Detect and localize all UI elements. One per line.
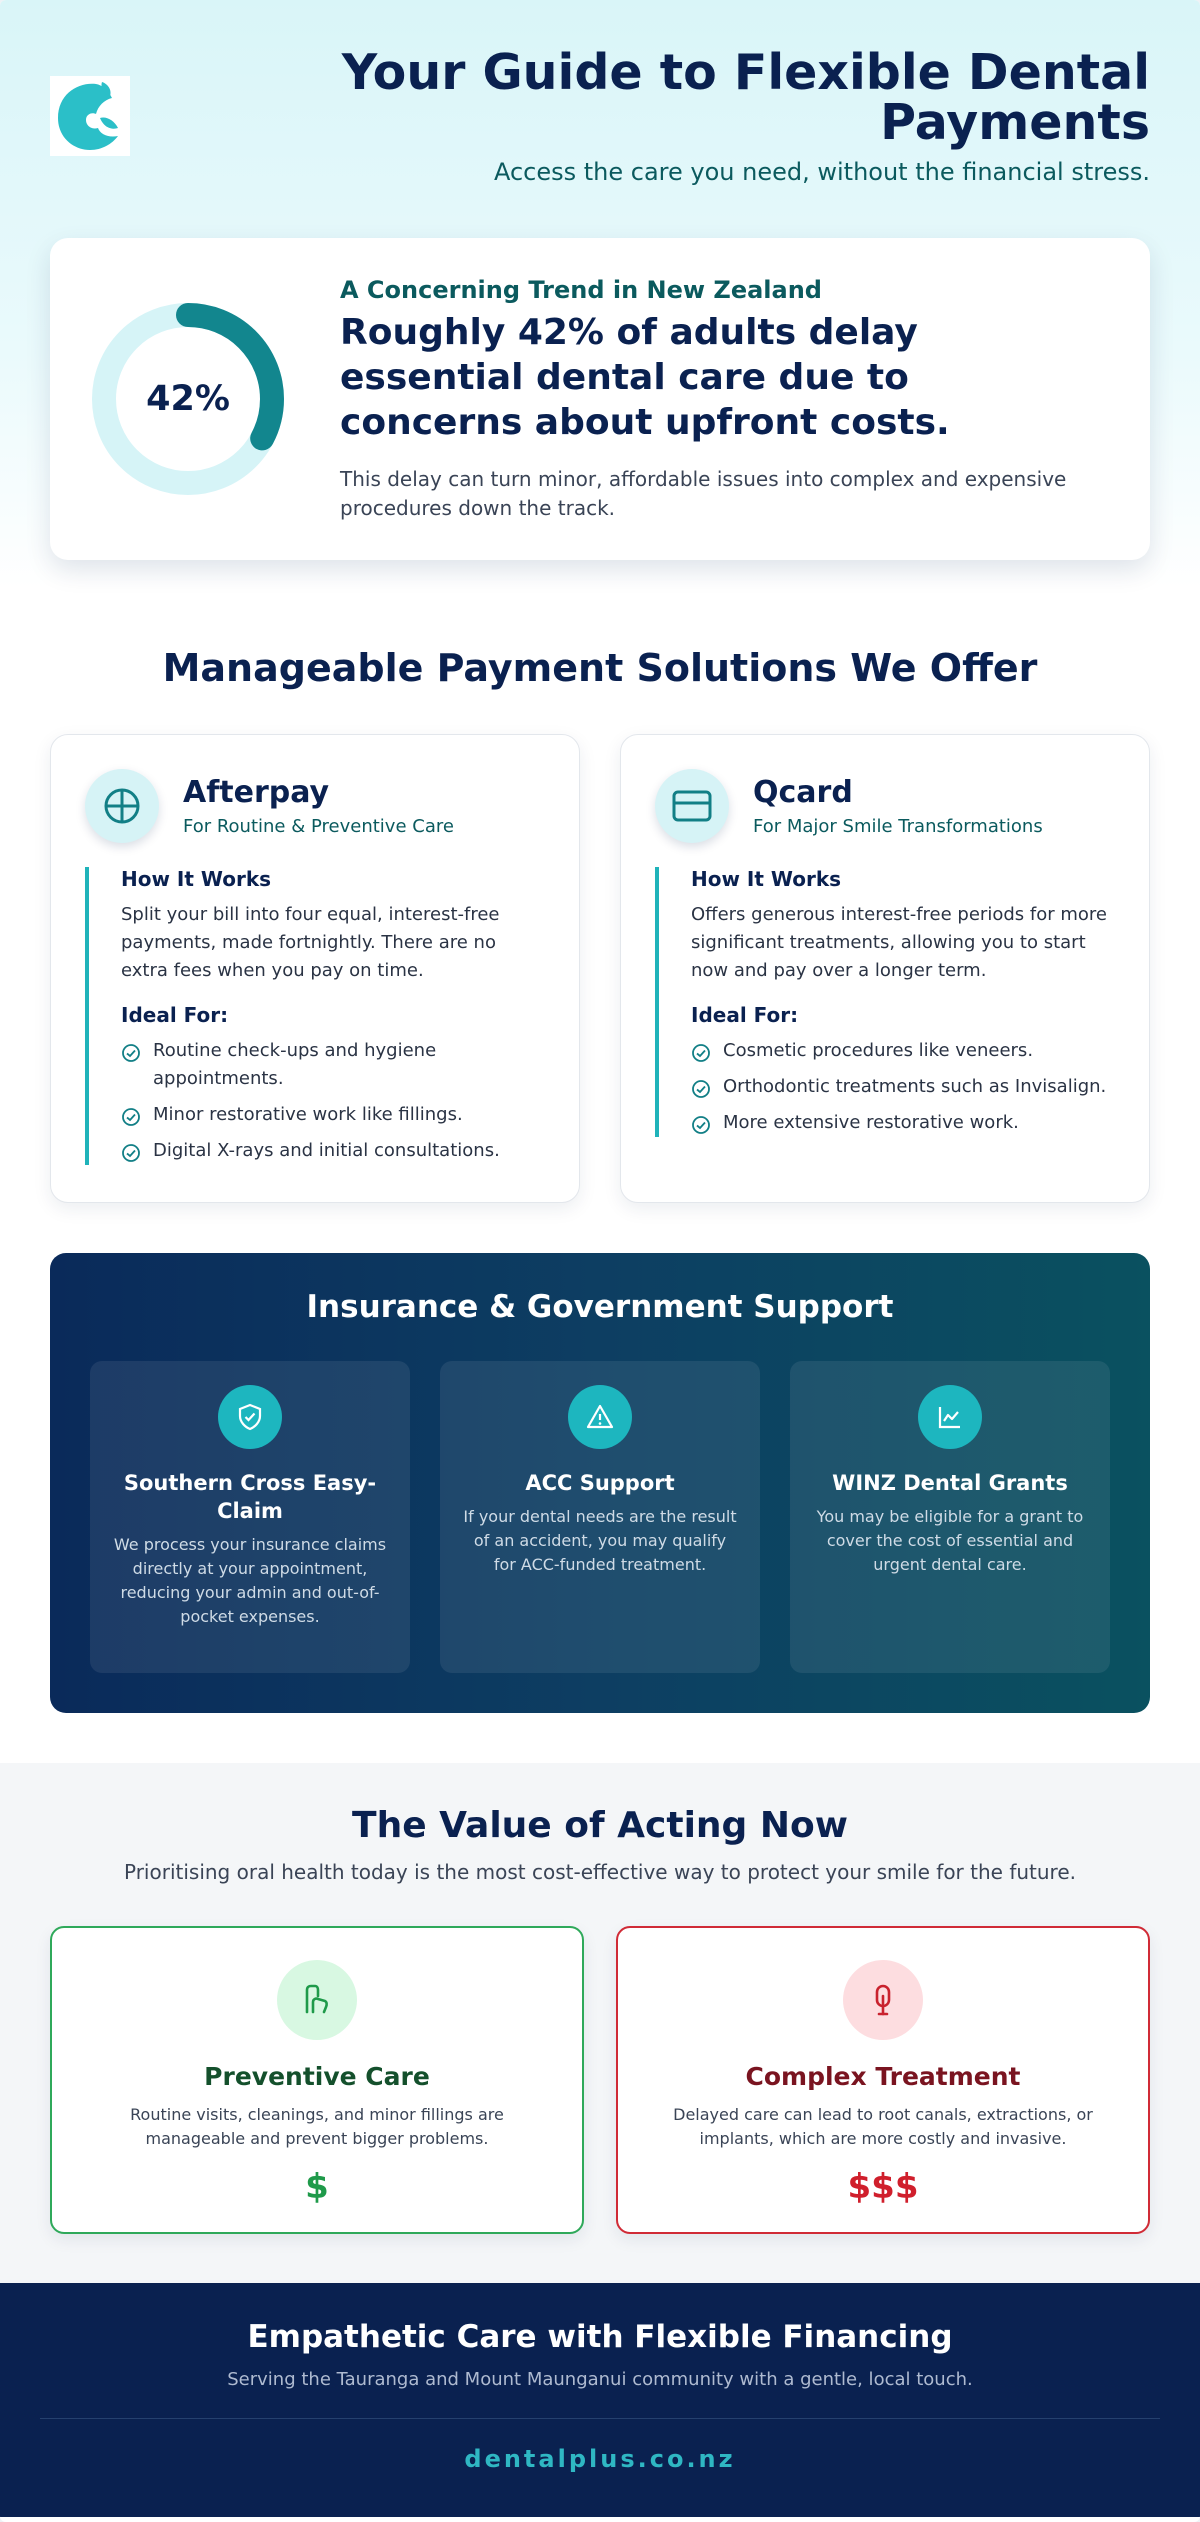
value-title: The Value of Acting Now (352, 1805, 848, 1846)
statistic-text (340, 276, 1100, 523)
support-card-southern-cross (90, 1361, 410, 1673)
list-item (121, 1101, 545, 1129)
tooth-implant-icon (843, 1960, 923, 2040)
plan-name: Afterpay (183, 775, 330, 810)
check-circle-icon (691, 1079, 711, 1099)
support-card-title: ACC Support (525, 1471, 675, 1495)
percent-value: 42% (146, 379, 230, 419)
support-card-description: If your dental needs are the result of an accident, you may qualify for ACC-funded treatment. (463, 1507, 737, 1574)
tooth-logo-icon (52, 78, 128, 154)
payment-solutions-section (0, 646, 1200, 1203)
value-section (0, 1763, 1200, 2283)
statistic-kicker: A Concerning Trend in New Zealand (340, 275, 822, 304)
ideal-for-list (121, 1037, 545, 1165)
page-title: Your Guide to Flexible Dental Payments (341, 44, 1150, 151)
credit-card-icon (655, 769, 729, 843)
list-item-text: Digital X-rays and initial consultations. (153, 1140, 500, 1161)
cost-indicator: $$$ (847, 2167, 919, 2207)
brand-logo (50, 76, 130, 156)
plan-card-afterpay (50, 734, 580, 1203)
hero-section (0, 0, 1200, 588)
tooth-care-icon (277, 1960, 357, 2040)
how-it-works-text: Split your bill into four equal, interest-free payments, made fortnightly. There are no extra fees when you pay on time. (121, 904, 500, 981)
plan-names (183, 775, 454, 837)
list-item (121, 1037, 545, 1093)
website-link[interactable]: dentalplus.co.nz (464, 2445, 736, 2473)
afterpay-icon (85, 769, 159, 843)
plan-body (655, 867, 1115, 1137)
plan-cards (0, 734, 1200, 1203)
plan-tagline: For Routine & Preventive Care (183, 816, 454, 837)
support-card-winz (790, 1361, 1110, 1673)
list-item (691, 1073, 1115, 1101)
support-card-description: You may be eligible for a grant to cover the cost of essential and urgent dental care. (816, 1507, 1084, 1574)
value-card-complex (616, 1926, 1150, 2234)
support-cards (90, 1361, 1110, 1673)
plan-tagline: For Major Smile Transformations (753, 816, 1043, 837)
list-item (691, 1109, 1115, 1137)
statistic-card (50, 238, 1150, 560)
warning-icon (568, 1385, 632, 1449)
how-it-works-text: Offers generous interest-free periods for more significant treatments, allowing you to start now and pay over a longer term. (691, 904, 1107, 981)
support-section (50, 1253, 1150, 1713)
ideal-for-heading: Ideal For: (121, 1003, 229, 1027)
support-card-title: Southern Cross Easy-Claim (123, 1471, 377, 1523)
value-subtitle: Prioritising oral health today is the most cost-effective way to protect your smile for the future. (124, 1860, 1076, 1884)
page-subtitle: Access the care you need, without the financial stress. (493, 158, 1150, 186)
support-card-description: We process your insurance claims directly at your appointment, reducing your admin and out-of-pocket expenses. (113, 1535, 387, 1626)
list-item-text: Minor restorative work like fillings. (153, 1104, 463, 1125)
how-it-works-heading: How It Works (121, 867, 272, 891)
check-circle-icon (121, 1107, 141, 1127)
value-card-description: Delayed care can lead to root canals, extractions, or implants, which are more costly and invasive. (673, 2105, 1093, 2148)
solutions-title: Manageable Payment Solutions We Offer (162, 646, 1038, 690)
check-circle-icon (121, 1043, 141, 1063)
how-it-works-heading: How It Works (691, 867, 842, 891)
plan-names (753, 775, 1043, 837)
value-card-title: Preventive Care (204, 2062, 430, 2091)
statistic-headline: Roughly 42% of adults delay essential dental care due to concerns about upfront costs. (340, 311, 950, 443)
plan-body (85, 867, 545, 1165)
plan-name: Qcard (753, 775, 853, 810)
plan-header (655, 769, 1115, 843)
chart-icon (918, 1385, 982, 1449)
shield-check-icon (218, 1385, 282, 1449)
footer-divider (40, 2418, 1160, 2419)
list-item-text: Cosmetic procedures like veneers. (723, 1040, 1034, 1061)
value-card-preventive (50, 1926, 584, 2234)
hero-titles (250, 44, 1150, 186)
list-item-text: More extensive restorative work. (723, 1112, 1019, 1133)
footer (0, 2283, 1200, 2517)
percent-ring (90, 301, 286, 497)
cost-indicator: $ (305, 2167, 329, 2207)
plan-card-qcard (620, 734, 1150, 1203)
value-card-description: Routine visits, cleanings, and minor fillings are manageable and prevent bigger problems. (130, 2105, 504, 2148)
footer-title: Empathetic Care with Flexible Financing (247, 2319, 953, 2355)
list-item (121, 1137, 545, 1165)
plan-header (85, 769, 545, 843)
statistic-description: This delay can turn minor, affordable issues into complex and expensive procedures down the track. (340, 466, 1067, 520)
support-card-title: WINZ Dental Grants (832, 1471, 1068, 1495)
ideal-for-list (691, 1037, 1115, 1137)
support-card-acc (440, 1361, 760, 1673)
check-circle-icon (121, 1143, 141, 1163)
list-item-text: Routine check-ups and hygiene appointments. (153, 1040, 437, 1089)
ideal-for-heading: Ideal For: (691, 1003, 799, 1027)
footer-subtitle: Serving the Tauranga and Mount Maunganui community with a gentle, local touch. (227, 2369, 973, 2390)
value-card-title: Complex Treatment (745, 2062, 1021, 2091)
list-item-text: Orthodontic treatments such as Invisalign. (723, 1076, 1107, 1097)
check-circle-icon (691, 1043, 711, 1063)
support-title: Insurance & Government Support (306, 1289, 894, 1325)
list-item (691, 1037, 1115, 1065)
check-circle-icon (691, 1115, 711, 1135)
hero-header (50, 44, 1150, 186)
value-cards (0, 1926, 1200, 2234)
